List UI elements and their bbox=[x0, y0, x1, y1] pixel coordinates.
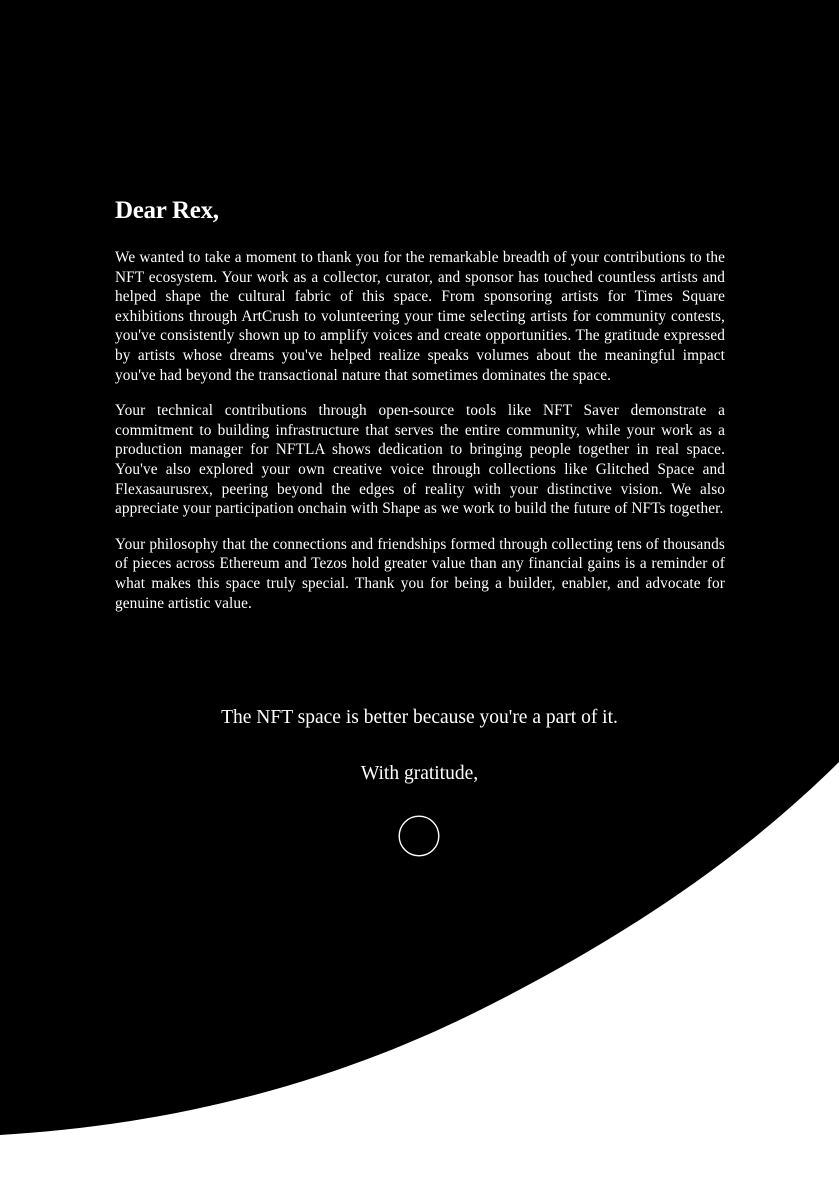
paragraph-contributions: Your technical contributions through open-source tools like NFT Saver demonstrate a commitment to building infrastructure that serves the entire community, while your work as a production manager for NFTLA shows dedication to bringing people together in real space. You've also explored your own creative voice through collections like Glitched Space and Flexasaurusrex, peering beyond the edges of reality with your distinctive vision. We also appreciate your participation onchain with Shape as we work to build the future of NFTs together. bbox=[115, 402, 725, 518]
closing-line: The NFT space is better because you're a part of it. bbox=[221, 707, 618, 728]
letter-body bbox=[115, 196, 725, 629]
salutation: Dear Rex, bbox=[115, 197, 219, 224]
circle-outline-icon bbox=[398, 815, 440, 857]
paragraph-philosophy: Your philosophy that the connections and friendships formed through collecting tens of thousands of pieces across Ethereum and Tezos hold greater value than any financial gains is a reminder of what makes this space truly special. Thank you for being a builder, enabler, and advocate for genuine artistic value. bbox=[115, 535, 725, 612]
signoff: With gratitude, bbox=[360, 763, 479, 784]
paragraph-appreciation: We wanted to take a moment to thank you for the remarkable breadth of your contributions to the NFT ecosystem. Your work as a collector, curator, and sponsor has touched countless artists and helped shape the cultural fabric of this space. From sponsoring artists for Times Square exhibitions through ArtCrush to volunteering your time selecting artists for community contests, you've consistently shown up to amplify voices and create opportunities. The gratitude expressed by artists whose dreams you've helped realize speaks volumes about the meaningful impact you've had beyond the transactional nature that sometimes dominates the space. bbox=[115, 249, 725, 384]
